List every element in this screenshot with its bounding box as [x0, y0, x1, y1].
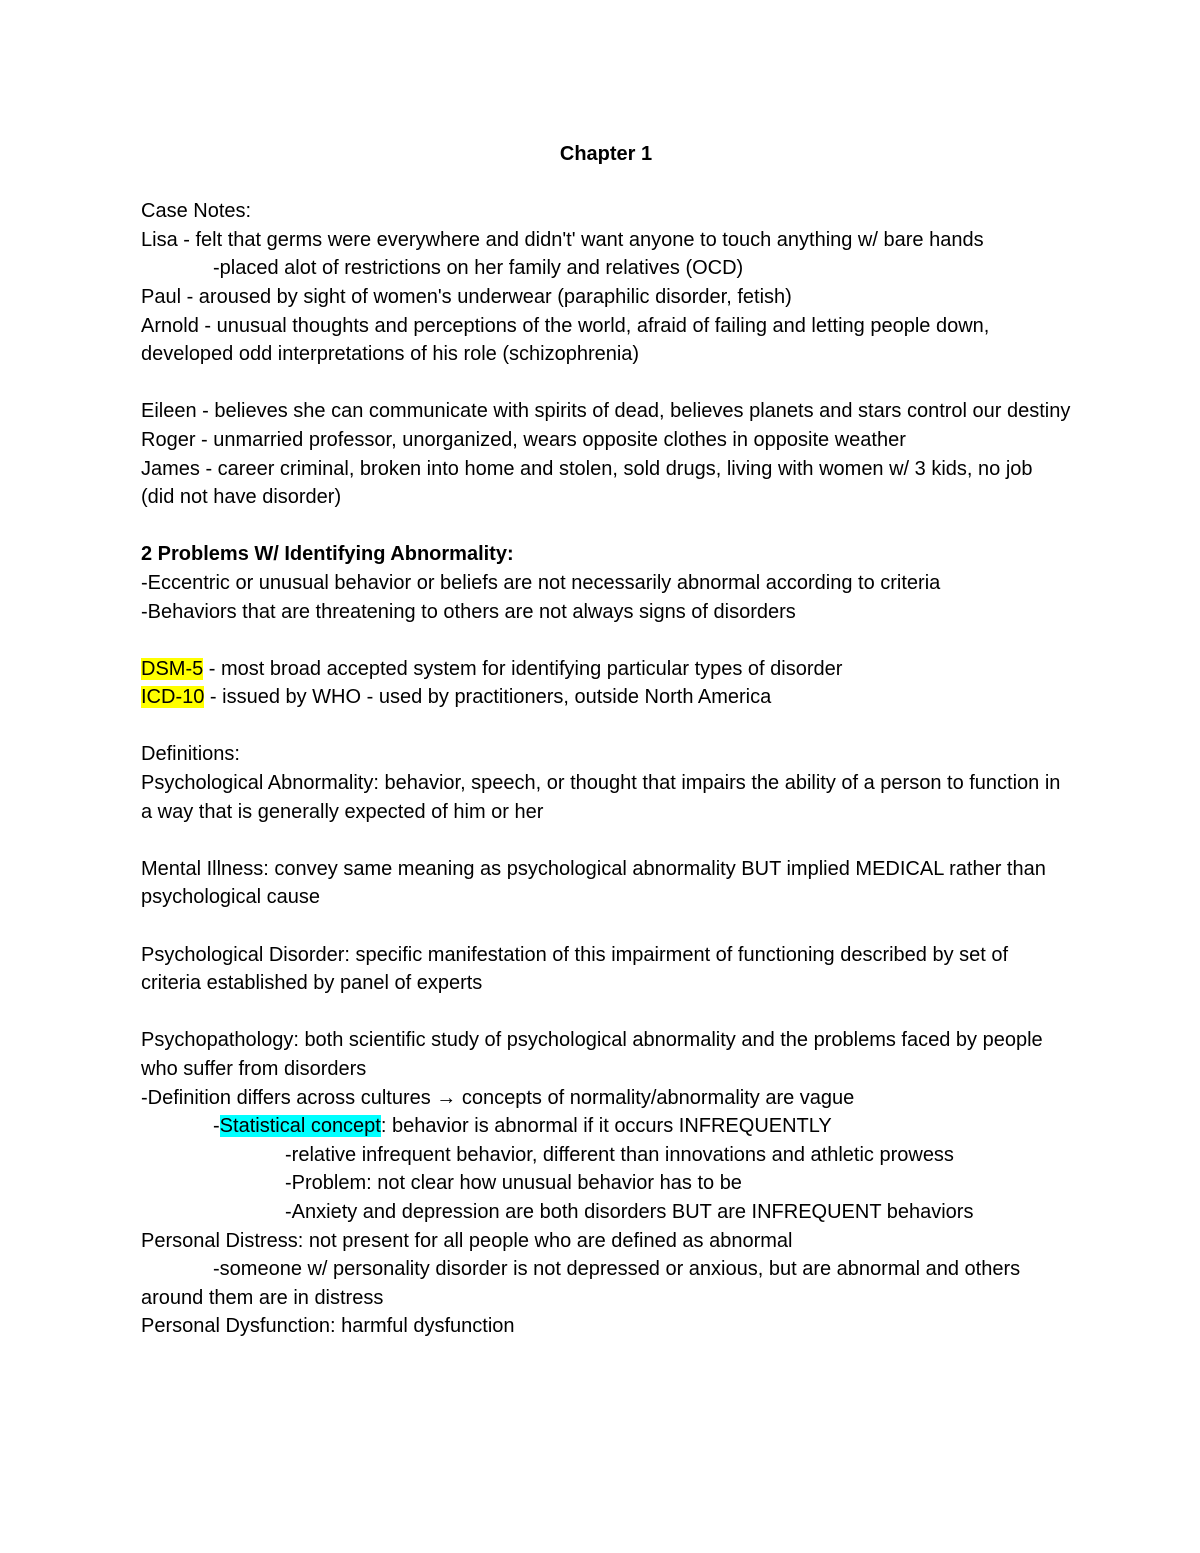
personal-distress-detail-text: -someone w/ personality disorder is not depressed or anxious, but are abnormal and others around them are in distress [141, 1258, 1021, 1309]
definition-psychopathology: Psychopathology: both scientific study of psychological abnormality and the problems faced by people who suffer from disorders [141, 1029, 1043, 1080]
spacer [141, 512, 1071, 541]
case-note-eileen: Eileen - believes she can communicate with spirits of dead, believes planets and stars control our destiny [141, 400, 1071, 423]
spacer [141, 998, 1071, 1027]
case-note-roger: Roger - unmarried professor, unorganized, wears opposite clothes in opposite weather [141, 428, 906, 451]
case-note-james: James - career criminal, broken into home and stolen, sold drugs, living with women w/ 3 kids, no job (did not have disorder) [141, 457, 1033, 509]
definitions-heading: Definitions: [141, 743, 240, 766]
problem-item-1: -Eccentric or unusual behavior or beliefs are not necessarily abnormal according to criteria [141, 571, 941, 594]
definition-personal-dysfunction: Personal Dysfunction: harmful dysfunction [141, 1315, 515, 1338]
dsm-line [141, 655, 1071, 684]
case-note-lisa-detail: -placed alot of restrictions on her family and relatives (OCD) [213, 257, 744, 280]
statistical-prefix: - [213, 1115, 220, 1138]
definition-personal-distress: Personal Distress: not present for all people who are defined as abnormal [141, 1229, 793, 1252]
dsm-highlight: DSM-5 [141, 657, 204, 680]
spacer [141, 626, 1071, 655]
document-page [141, 140, 1071, 1341]
statistical-detail-1: -relative infrequent behavior, different than innovations and athletic prowess [285, 1143, 954, 1166]
statistical-concept-line [141, 1112, 1071, 1141]
case-notes-heading: Case Notes: [141, 200, 252, 223]
dsm-description: - most broad accepted system for identifying particular types of disorder [203, 657, 843, 680]
spacer [141, 712, 1071, 741]
case-note-arnold: Arnold - unusual thoughts and perceptions of the world, afraid of failing and letting people down, developed odd interpretations of his role (schizophrenia) [141, 314, 990, 366]
problem-item-2: -Behaviors that are threatening to others are not always signs of disorders [141, 600, 796, 623]
icd-line [141, 683, 1071, 712]
definition-cultures: -Definition differs across cultures → concepts of normality/abnormality are vague [141, 1086, 855, 1109]
statistical-detail-3: -Anxiety and depression are both disorders BUT are INFREQUENT behaviors [285, 1200, 974, 1223]
definition-psych-disorder: Psychological Disorder: specific manifestation of this impairment of functioning described by set of criteria established by panel of experts [141, 943, 1009, 995]
statistical-concept-text: : behavior is abnormal if it occurs INFREQUENTLY [380, 1115, 832, 1138]
problems-heading: 2 Problems W/ Identifying Abnormality: [141, 543, 514, 566]
definition-mental-illness: Mental Illness: convey same meaning as psychological abnormality BUT implied MEDICAL rather than psychological cause [141, 857, 1046, 909]
icd-highlight: ICD-10 [141, 686, 205, 709]
personal-distress-detail [141, 1255, 1071, 1312]
case-note-lisa: Lisa - felt that germs were everywhere and didn't' want anyone to touch anything w/ bare hands [141, 228, 984, 251]
spacer [141, 369, 1071, 398]
spacer [141, 912, 1071, 941]
case-note-paul: Paul - aroused by sight of women's underwear (paraphilic disorder, fetish) [141, 285, 792, 308]
statistical-detail-2: -Problem: not clear how unusual behavior has to be [285, 1172, 742, 1195]
definition-psych-abnormality: Psychological Abnormality: behavior, speech, or thought that impairs the ability of a person to function in a way that is generally expected of him or her [141, 772, 1061, 823]
statistical-concept-highlight: Statistical concept [219, 1115, 381, 1138]
spacer [141, 826, 1071, 855]
page-title: Chapter 1 [559, 143, 653, 165]
icd-description: - issued by WHO - used by practitioners, outside North America [204, 686, 772, 709]
